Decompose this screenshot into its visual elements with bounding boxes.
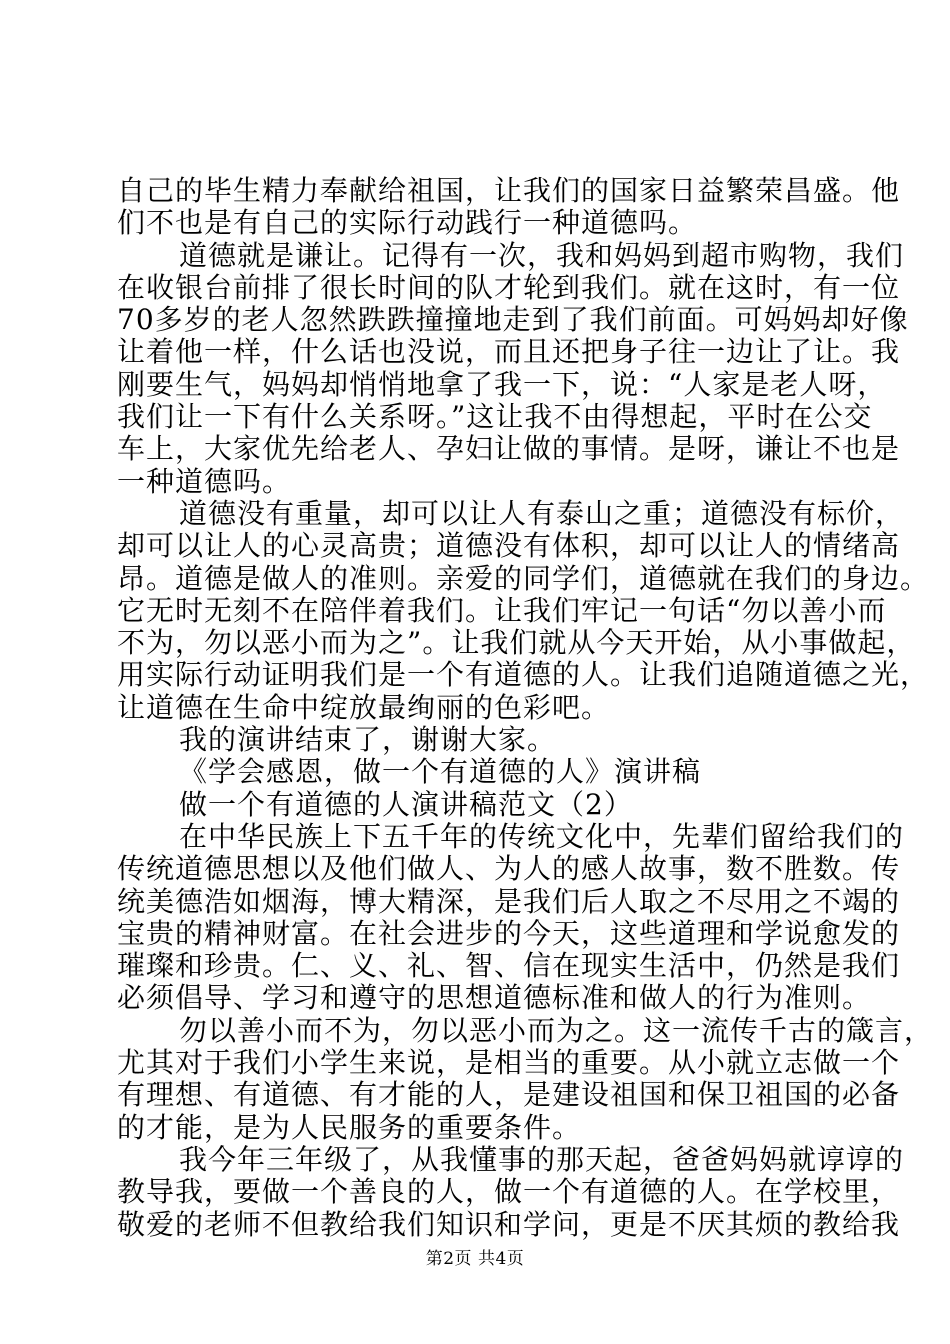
- text-line: 不为，勿以恶小而为之”。让我们就从今天开始，从小事做起，: [117, 626, 916, 660]
- text-line: 我们让一下有什么关系呀。”这让我不由得想起，平时在公交: [117, 400, 873, 434]
- text-line: 让着他一样，什么话也没说，而且还把身子往一边让了让。我: [117, 335, 901, 369]
- text-line: 它无时无刻不在陪伴着我们。让我们牢记一句话“勿以善小而: [117, 593, 887, 627]
- text-line: 传统道德思想以及他们做人、为人的感人故事，数不胜数。传: [117, 852, 901, 886]
- text-line: 尤其对于我们小学生来说，是相当的重要。从小就立志做一个: [117, 1046, 901, 1080]
- text-line: 昂。道德是做人的准则。亲爱的同学们，道德就在我们的身边。: [117, 561, 930, 595]
- text-line: 道德就是谦让。记得有一次，我和妈妈到超市购物，我们: [179, 238, 905, 272]
- text-line: 宝贵的精神财富。在社会进步的今天，这些道理和学说愈发的: [117, 916, 901, 950]
- document-body: [117, 174, 934, 1241]
- text-line: 70多岁的老人忽然跌跌撞撞地走到了我们前面。可妈妈却好像: [117, 303, 909, 337]
- text-line: 却可以让人的心灵高贵；道德没有体积，却可以让人的情绪高: [117, 529, 901, 563]
- page-footer: 第2页 共4页: [425, 1249, 525, 1269]
- text-line: 在收银台前排了很长时间的队才轮到我们。就在这时，有一位: [117, 270, 901, 304]
- text-line: 勿以善小而不为，勿以恶小而为之。这一流传千古的箴言，: [179, 1013, 934, 1047]
- text-line: 道德没有重量，却可以让人有泰山之重；道德没有标价，: [179, 496, 905, 530]
- text-line: 必须倡导、学习和遵守的思想道德标准和做人的行为准则。: [117, 981, 872, 1015]
- text-line: 刚要生气，妈妈却悄悄地拿了我一下，说：“人家是老人呀，: [117, 367, 887, 401]
- text-line: 敬爱的老师不但教给我们知识和学问，更是不厌其烦的教给我: [117, 1207, 901, 1241]
- text-line: 用实际行动证明我们是一个有道德的人。让我们追随道德之光，: [117, 658, 930, 692]
- text-line: 做一个有道德的人演讲稿范文（2）: [179, 787, 633, 821]
- text-line: 统美德浩如烟海，博大精深，是我们后人取之不尽用之不竭的: [117, 884, 901, 918]
- text-line: 自己的毕生精力奉献给祖国，让我们的国家日益繁荣昌盛。他: [117, 174, 901, 207]
- text-line: 在中华民族上下五千年的传统文化中，先辈们留给我们的: [179, 819, 905, 853]
- text-line: 璀璨和珍贵。仁、义、礼、智、信在现实生活中，仍然是我们: [117, 949, 901, 983]
- text-line: 我的演讲结束了，谢谢大家。: [179, 723, 557, 757]
- text-line: 有理想、有道德、有才能的人，是建设祖国和保卫祖国的必备: [117, 1078, 901, 1112]
- text-line: 们不也是有自己的实际行动践行一种道德吗。: [117, 206, 698, 240]
- text-line: 让道德在生命中绽放最绚丽的色彩吧。: [117, 690, 611, 724]
- text-line: 《学会感恩，做一个有道德的人》演讲稿: [179, 755, 702, 789]
- text-line: 的才能，是为人民服务的重要条件。: [117, 1110, 582, 1144]
- text-line: 车上，大家优先给老人、孕妇让做的事情。是呀，谦让不也是: [117, 432, 901, 466]
- text-line: 教导我，要做一个善良的人，做一个有道德的人。在学校里，: [117, 1175, 901, 1209]
- text-line: 我今年三年级了，从我懂事的那天起，爸爸妈妈就谆谆的: [179, 1142, 905, 1176]
- text-line: 一种道德吗。: [117, 464, 292, 498]
